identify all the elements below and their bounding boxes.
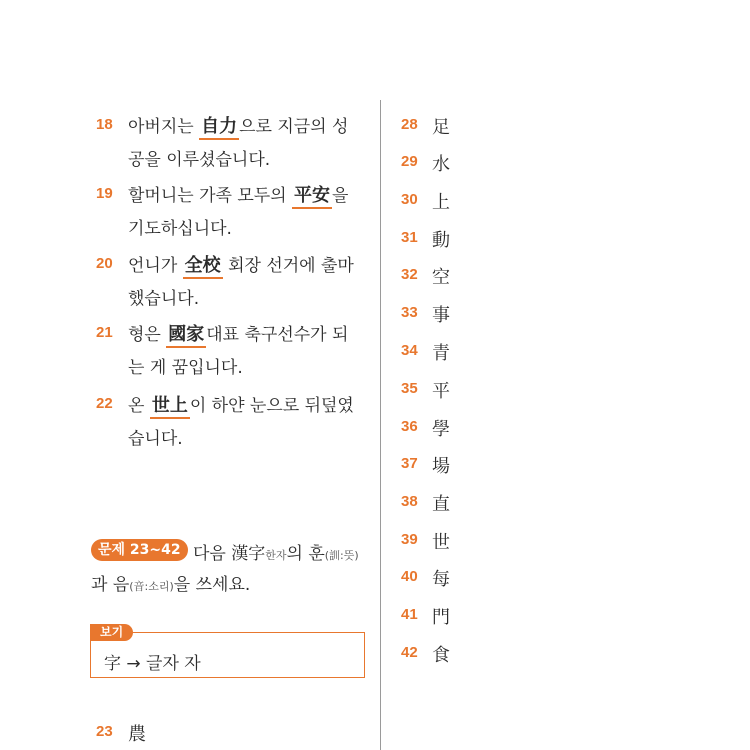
question-number: 23 — [96, 723, 113, 740]
question-text: 을 — [332, 186, 349, 206]
question-line-1 — [128, 112, 348, 138]
instruction-text: 다음 — [193, 544, 232, 564]
question-number: 22 — [96, 395, 113, 412]
question-number: 29 — [401, 153, 418, 170]
question-hanja: 足 — [432, 117, 450, 138]
instruction-text: 을 쓰세요. — [173, 575, 251, 595]
question-hanja: 事 — [432, 305, 450, 326]
question-number: 40 — [401, 568, 418, 585]
question-text: 이 하얀 눈으로 뒤덮였 — [189, 396, 354, 416]
question-number: 31 — [401, 229, 418, 246]
question-hanja: 直 — [432, 494, 450, 515]
question-hanja: 門 — [432, 607, 450, 628]
question-line-2: 습니다. — [128, 429, 183, 449]
question-hanja: 農 — [128, 724, 146, 745]
instruction-text: 과 음 — [91, 575, 130, 595]
question-number: 41 — [401, 606, 418, 623]
question-text: 대표 축구선수가 되 — [206, 325, 349, 345]
question-number: 32 — [401, 266, 418, 283]
question-line-1 — [128, 181, 348, 207]
question-number: 37 — [401, 455, 418, 472]
question-number: 39 — [401, 531, 418, 548]
question-hanja: 空 — [432, 267, 450, 288]
question-number: 19 — [96, 185, 113, 202]
example-tag: 보기 — [90, 624, 133, 641]
question-hanja: 場 — [432, 456, 450, 477]
instruction-text: 의 훈 — [286, 544, 325, 564]
question-line-1 — [128, 320, 348, 346]
question-hanja: 上 — [432, 192, 450, 213]
question-hanja: 平 — [432, 381, 450, 402]
hanja-word: 自力 — [199, 116, 239, 140]
question-text: 할머니는 가족 모두의 — [128, 186, 293, 206]
question-number: 35 — [401, 380, 418, 397]
question-hanja: 動 — [432, 230, 450, 251]
question-hanja: 世 — [432, 532, 450, 553]
question-hanja: 每 — [432, 569, 450, 590]
question-text: 으로 지금의 성 — [239, 117, 349, 137]
question-line-1 — [128, 391, 354, 417]
question-number: 30 — [401, 191, 418, 208]
instruction-line-1 — [193, 539, 359, 564]
question-number: 18 — [96, 116, 113, 133]
question-text: 회장 선거에 출마 — [222, 256, 354, 276]
hanja-word: 平安 — [292, 185, 332, 209]
instruction-note: (音:소리) — [129, 580, 174, 593]
column-divider — [380, 100, 381, 750]
question-text: 아버지는 — [128, 117, 200, 137]
example-hanja: 字 — [104, 654, 121, 674]
instruction-reading: 한자 — [265, 549, 287, 562]
hanja-word: 國家 — [166, 324, 206, 348]
example-text: → 글자 자 — [121, 654, 201, 674]
question-hanja: 青 — [432, 343, 450, 364]
instruction-note: (訓:뜻) — [324, 549, 359, 562]
instruction-line-2 — [91, 570, 250, 595]
question-number: 33 — [401, 304, 418, 321]
question-line-2: 공을 이루셨습니다. — [128, 150, 271, 170]
question-number: 34 — [401, 342, 418, 359]
instruction-hanja: 漢字 — [231, 544, 266, 564]
question-number: 38 — [401, 493, 418, 510]
question-hanja: 水 — [432, 154, 450, 175]
question-number: 28 — [401, 116, 418, 133]
example-content — [104, 649, 201, 674]
question-number: 20 — [96, 255, 113, 272]
question-number: 36 — [401, 418, 418, 435]
question-number: 21 — [96, 324, 113, 341]
question-line-1 — [128, 251, 354, 277]
question-line-2: 는 게 꿈입니다. — [128, 358, 243, 378]
question-text: 형은 — [128, 325, 167, 345]
question-text: 언니가 — [128, 256, 183, 276]
question-line-2: 했습니다. — [128, 289, 200, 309]
section-badge: 문제 23~42 — [91, 539, 188, 561]
hanja-word: 世上 — [150, 395, 190, 419]
question-line-2: 기도하십니다. — [128, 219, 232, 239]
question-hanja: 食 — [432, 645, 450, 666]
question-hanja: 學 — [432, 419, 450, 440]
question-text: 온 — [128, 396, 150, 416]
hanja-word: 全校 — [183, 255, 223, 279]
question-number: 42 — [401, 644, 418, 661]
